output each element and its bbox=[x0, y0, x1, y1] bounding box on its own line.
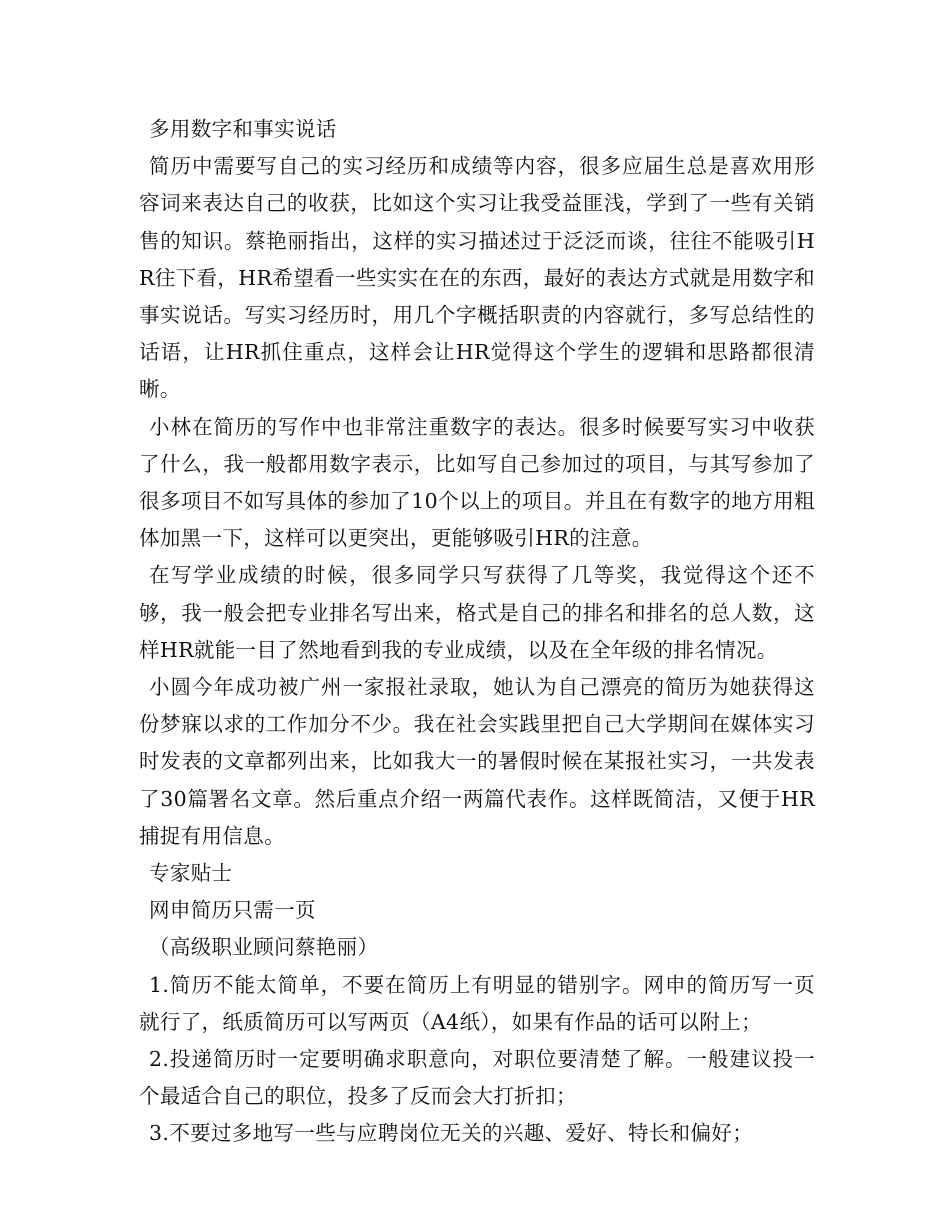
list-item: 2.投递简历时一定要明确求职意向，对职位要清楚了解。一般建议投一个最适合自己的职位，投多了反而会大打折扣； bbox=[139, 1047, 815, 1109]
author-credit: （高级职业顾问蔡艳丽） bbox=[149, 935, 379, 960]
body-paragraph: 小林在简历的写作中也非常注重数字的表达。很多时候要写实习中收获了什么，我一般都用数字表示，比如写自己参加过的项目，与其写参加了很多项目不如写具体的参加了10个以上的项目。并且在有数字的地方用粗体加黑一下，这样可以更突出，更能够吸引HR的注意。 bbox=[139, 414, 815, 551]
body-paragraph: 在写学业成绩的时候，很多同学只写获得了几等奖，我觉得这个还不够，我一般会把专业排名写出来，格式是自己的排名和排名的总人数，这样HR就能一目了然地看到我的专业成绩，以及在全年级的排名情况。 bbox=[139, 563, 815, 662]
body-paragraph: 小圆今年成功被广州一家报社录取，她认为自己漂亮的简历为她获得这份梦寐以求的工作加分不少。我在社会实践里把自己大学期间在媒体实习时发表的文章都列出来，比如我大一的暑假时候在某报社实习，一共发表了30篇署名文章。然后重点介绍一两篇代表作。这样既简洁，又便于HR捕捉有用信息。 bbox=[139, 675, 815, 848]
list-item: 1.简历不能太简单，不要在简历上有明显的错别字。网申的简历写一页就行了，纸质简历可以写两页（A4纸），如果有作品的话可以附上； bbox=[139, 972, 815, 1034]
body-paragraph: 简历中需要写自己的实习经历和成绩等内容，很多应届生总是喜欢用形容词来表达自己的收获，比如这个实习让我受益匪浅，学到了一些有关销售的知识。蔡艳丽指出，这样的实习描述过于泛泛而谈，往往不能吸引HR往下看，HR希望看一些实实在在的东西，最好的表达方式就是用数字和事实说话。写实习经历时，用几个字概括职责的内容就行，多写总结性的话语，让HR抓住重点，这样会让HR觉得这个学生的逻辑和思路都很清晰。 bbox=[139, 154, 815, 402]
list-item: 3.不要过多地写一些与应聘岗位无关的兴趣、爱好、特长和偏好； bbox=[149, 1121, 754, 1146]
section-heading: 多用数字和事实说话 bbox=[149, 117, 337, 141]
section-heading: 专家贴士 bbox=[149, 861, 233, 886]
subsection-title: 网申简历只需一页 bbox=[149, 898, 316, 923]
document-body bbox=[139, 111, 815, 1153]
